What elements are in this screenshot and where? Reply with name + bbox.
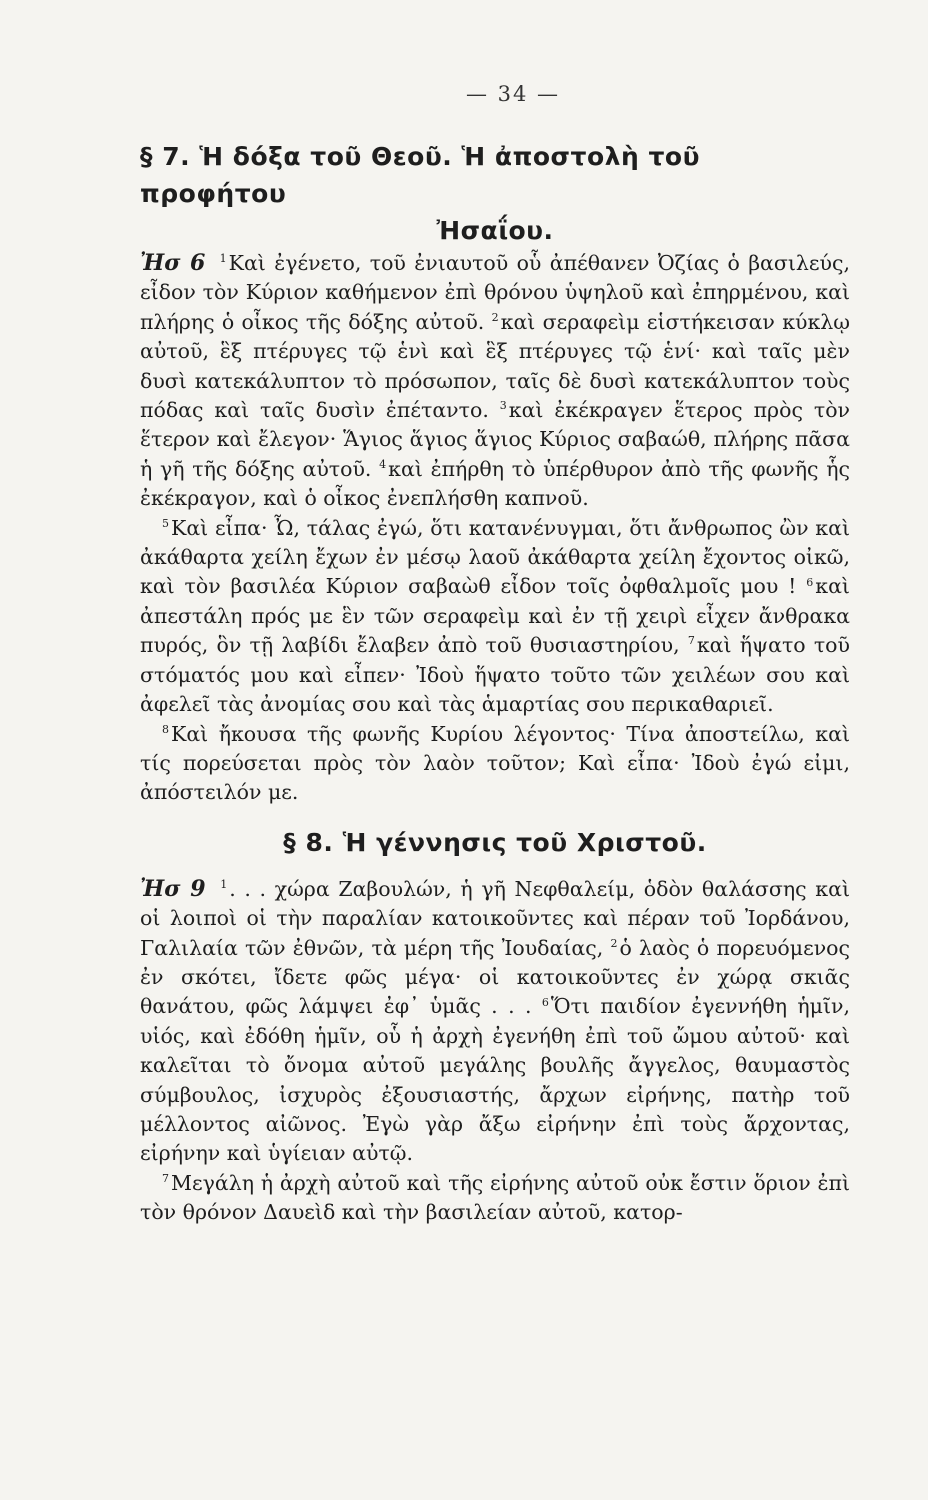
section-7-text <box>140 249 850 808</box>
verse-number: 2 <box>610 936 618 950</box>
verse-number: 6 <box>806 575 814 589</box>
verse-number: 2 <box>491 310 499 324</box>
verse-text: Καὶ ἐγένετο, τοῦ ἐνιαυτοῦ οὗ ἀπέθανεν Ὀζίας ὁ βασιλεύς, εἶδον τὸν Κύριον καθήμενον ἐπὶ θρόνου ὑψηλοῦ καὶ ἐπηρμένου, καὶ πλήρης ὁ οἶκος τῆς δόξης αὐτοῦ. <box>140 251 850 334</box>
verse-text: Μεγάλη ἡ ἀρχὴ αὐτοῦ καὶ τῆς εἰρήνης αὐτοῦ οὐκ ἔστιν ὅριον ἐπὶ τὸν θρόνον Δαυεὶδ καὶ τὴν βασιλείαν αὐτοῦ, κατορ- <box>140 1170 850 1225</box>
section-7-title-line1: § 7. Ἡ δόξα τοῦ Θεοῦ. Ἡ ἀποστολὴ τοῦ προφήτου <box>140 142 700 208</box>
verse-number: 4 <box>379 458 387 472</box>
verse-number: 3 <box>499 399 507 413</box>
section-8-text <box>140 875 850 1228</box>
section-7-paragraph-2 <box>140 514 850 720</box>
verse-number: 7 <box>687 634 695 648</box>
verse-number: 1 <box>220 877 228 891</box>
section-8-title: § 8. Ἡ γέννησις τοῦ Χριστοῦ. <box>283 827 707 857</box>
verse-text: καὶ ἥψατο τοῦ στόματός μου καὶ εἶπεν· Ἰδοὺ ἥψατο τοῦτο τῶν χειλέων σου καὶ ἀφελεῖ τὰς ἀνομίας σου καὶ τὰς ἁμαρτίας σου περικαθαριεῖ. <box>140 633 850 717</box>
verse-text: καὶ σεραφεὶμ εἱστήκεισαν κύκλῳ αὐτοῦ, ἓξ πτέρυγες τῷ ἑνὶ καὶ ἓξ πτέρυγες τῷ ἑνί· καὶ ταῖς μὲν δυσὶ κατεκάλυπτον τὸ πρόσωπον, ταῖς δὲ δυσὶ κατεκάλυπτον τοὺς πόδας καὶ ταῖς δυσὶν ἐπέταντο. <box>140 309 850 423</box>
verse-number: 8 <box>162 722 169 736</box>
verse-text: Καὶ ἤκουσα τῆς φωνῆς Κυρίου λέγοντος· Τίνα ἀποστείλω, καὶ τίς πορεύσεται πρὸς τὸν λαὸν τοῦτον; Καὶ εἶπα· Ἰδοὺ ἐγώ εἰμι, ἀπόστειλόν με. <box>140 721 850 805</box>
scripture-reference: Ἠσ 6 <box>140 250 206 276</box>
verse-number: 7 <box>162 1171 169 1185</box>
verse-text: καὶ ἐπήρθη τὸ ὑπέρθυρον ἀπὸ τῆς φωνῆς ἧς ἐκέκραγον, καὶ ὁ οἶκος ἐνεπλήσθη καπνοῦ. <box>140 456 850 511</box>
verse-text: Καὶ εἶπα· Ὦ, τάλας ἐγώ, ὅτι κατανένυγμαι, ὅτι ἄνθρωπος ὢν καὶ ἀκάθαρτα χείλη ἔχων ἐν μέσῳ λαοῦ ἀκάθαρτα χείλη ἔχοντος οἰκῶ, καὶ τὸν βασιλέα Κύριον σαβαὼθ εἶδον τοῖς ὀφθαλμοῖς μου ! <box>140 515 850 599</box>
verse-text: ὁ λαὸς ὁ πορευόμενος ἐν σκότει, ἴδετε φῶς μέγα· οἱ κατοικοῦντες ἐν χώρᾳ σκιᾶς θανάτου, φῶς λάμψει ἐφ᾽ ὑμᾶς . . . <box>140 935 850 1019</box>
section-8-paragraph-1 <box>140 875 850 1169</box>
section-8-paragraph-2 <box>140 1169 850 1228</box>
verse-text: . . . χώρα Ζαβουλών, ἡ γῆ Νεφθαλείμ, ὁδὸν θαλάσσης καὶ οἱ λοιποὶ οἱ τὴν παραλίαν κατοικοῦντες καὶ πέραν τοῦ Ἰορδάνου, Γαλιλαία τῶν ἐθνῶν, τὰ μέρη τῆς Ἰουδαίας, <box>140 876 850 960</box>
section-7-paragraph-1 <box>140 249 850 514</box>
verse-text: Ὅτι παιδίον ἐγεννήθη ἡμῖν, υἱός, καὶ ἐδόθη ἡμῖν, οὗ ἡ ἀρχὴ ἐγενήθη ἐπὶ τοῦ ὤμου αὐτοῦ· καὶ καλεῖται τὸ ὄνομα αὐτοῦ μεγάλης βουλῆς ἄγγελος, θαυμαστὸς σύμβουλος, ἰσχυρὸς ἐξουσιαστής, ἄρχων εἰρήνης, πατὴρ τοῦ μέλλοντος αἰῶνος. Ἐγὼ γὰρ ἄξω εἰρήνην ἐπὶ τοὺς ἄρχοντας, εἰρήνην καὶ ὑγίειαν αὐτῷ. <box>140 994 850 1166</box>
section-7-paragraph-3 <box>140 720 850 808</box>
page-number: — 34 — <box>465 82 561 106</box>
section-7-title-line2: Ἠσαΐου. <box>436 216 554 245</box>
verse-text: καὶ ἐκέκραγεν ἕτερος πρὸς τὸν ἕτερον καὶ ἔλεγον· Ἅγιος ἅγιος ἅγιος Κύριος σαβαώθ, πλήρης πᾶσα ἡ γῆ τῆς δόξης αὐτοῦ. <box>140 398 850 481</box>
verse-number: 5 <box>162 516 169 530</box>
verse-number: 1 <box>219 252 227 266</box>
verse-text: καὶ ἀπεστάλη πρός με ἓν τῶν σεραφεὶμ καὶ ἐν τῇ χειρὶ εἶχεν ἄνθρακα πυρός, ὃν τῇ λαβίδι ἔλαβεν ἀπὸ τοῦ θυσιαστηρίου, <box>140 574 850 658</box>
verse-number: 6 <box>541 995 549 1009</box>
section-7-title <box>140 138 850 249</box>
scripture-reference: Ἠσ 9 <box>140 875 206 902</box>
